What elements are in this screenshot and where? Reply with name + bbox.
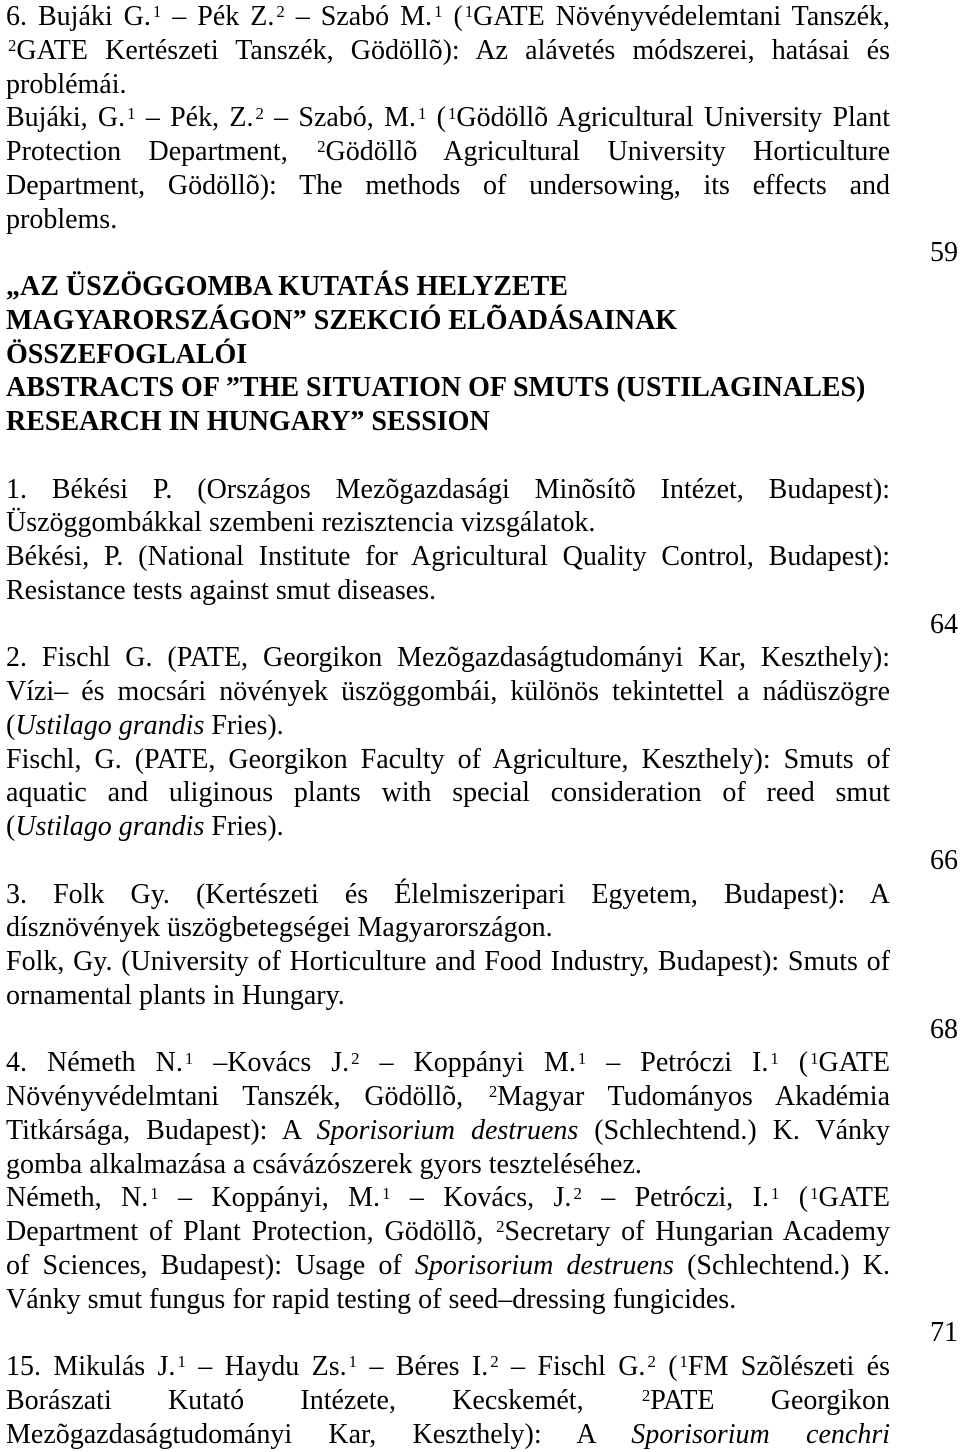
english-title-line: Department, Gödöllõ): The methods of undersowing, its effects and: [6, 169, 890, 201]
text-row: [0, 1181, 960, 1215]
text-row: [0, 0, 960, 34]
line-text: Gödöllõ Agricultural University Horticulture: [325, 136, 891, 167]
affiliation-superscript: 1: [127, 103, 136, 123]
line-text: – Szabó M.: [284, 1, 433, 32]
english-title-line: problems.: [6, 203, 118, 235]
affiliation-superscript: 2: [641, 1386, 651, 1406]
english-title-line: [6, 1249, 890, 1283]
english-title-line: Fischl, G. (PATE, Georgikon Faculty of Agriculture, Keszthely): Smuts of: [6, 743, 890, 775]
text-row: [0, 1283, 960, 1317]
abstract-entry: [0, 641, 960, 844]
abstract-entry: [0, 1350, 960, 1451]
line-text: Fries).: [204, 811, 284, 842]
english-title-line: [6, 1181, 890, 1215]
affiliation-superscript: 2: [317, 137, 326, 157]
english-title-line: [6, 101, 890, 135]
hungarian-title-line: [6, 1080, 890, 1114]
text-row: [0, 1249, 960, 1283]
session-heading-line: RESEARCH IN HUNGARY” SESSION: [6, 406, 490, 437]
page-number: 71: [930, 1317, 958, 1349]
text-row: [0, 1350, 960, 1384]
affiliation-superscript: 2: [8, 36, 17, 56]
english-title-line: aquatic and uliginous plants with special consideration of reed smut: [6, 777, 890, 809]
english-title-line: [6, 1215, 890, 1249]
affiliation-superscript: 1: [152, 2, 162, 22]
line-text: Fries).: [204, 709, 284, 741]
line-text: Department of Plant Protection, Gödöllõ,: [6, 1216, 495, 1247]
line-text: – Fischl G.: [498, 1351, 646, 1382]
hungarian-title-line: [6, 1418, 890, 1452]
hungarian-title-line: gomba alkalmazása a csávázószerek gyors teszteléséhez.: [6, 1148, 642, 1180]
session-heading-line: MAGYARORSZÁGON” SZEKCIÓ ELÕADÁSAINAK: [6, 304, 678, 336]
line-text: (: [778, 1047, 809, 1079]
blank-row: [0, 1013, 960, 1047]
affiliation-superscript: 1: [382, 1183, 391, 1203]
line-text: (: [779, 1182, 809, 1214]
line-text: GATE: [818, 1182, 891, 1214]
affiliation-superscript: 1: [184, 1048, 194, 1068]
affiliation-superscript: 2: [351, 1048, 360, 1068]
line-text: Németh, N.: [6, 1182, 149, 1214]
text-row: [0, 371, 960, 405]
english-title-line: Folk, Gy. (University of Horticulture and Food Industry, Budapest): Smuts of: [6, 946, 890, 977]
abstract-entry: [0, 878, 960, 1013]
affiliation-superscript: 1: [348, 1352, 358, 1372]
line-text: – Petróczi, I.: [581, 1182, 769, 1214]
affiliation-superscript: 2: [488, 1082, 498, 1102]
taxon-name-italic: Ustilago grandis: [15, 811, 205, 842]
affiliation-superscript: 2: [255, 103, 264, 123]
taxon-name-italic: Sporisorium cenchri: [631, 1418, 891, 1450]
blank-row: [0, 844, 960, 878]
page-number: 64: [930, 608, 958, 640]
session-heading-line: „AZ ÜSZÖGGOMBA KUTATÁS HELYZETE: [6, 271, 568, 302]
line-text: (: [426, 102, 446, 134]
session-heading-line: ABSTRACTS OF ”THE SITUATION OF SMUTS (USTILAGINALES): [6, 372, 866, 404]
text-row: [0, 945, 960, 979]
line-text: Secretary of Hungarian Academy: [504, 1216, 891, 1247]
affiliation-superscript: 1: [577, 1048, 587, 1068]
line-text: (: [6, 811, 16, 842]
text-row: [0, 304, 960, 338]
line-text: GATE Növényvédelemtani Tanszék,: [473, 1, 891, 32]
line-text: – Koppányi M.: [359, 1047, 576, 1079]
line-text: – Kovács, J.: [390, 1182, 572, 1214]
line-text: (Schlechtend.) K. Vánky: [578, 1114, 891, 1146]
affiliation-superscript: 2: [496, 1217, 505, 1237]
text-row: [0, 574, 960, 608]
text-row: [0, 135, 960, 169]
line-text: Növényvédelmtani Tanszék, Gödöllõ,: [6, 1081, 487, 1112]
line-text: – Pék, Z.: [135, 102, 254, 134]
line-text: Gödöllõ Agricultural University Plant: [456, 102, 891, 134]
taxon-name-italic: Ustilago grandis: [15, 709, 205, 741]
line-text: (: [655, 1351, 678, 1382]
taxon-name-italic: Sporisorium destruens: [414, 1249, 674, 1281]
abstract-entry: [0, 0, 960, 236]
text-row: [0, 338, 960, 372]
line-text: GATE Kertészeti Tanszék, Gödöllõ): Az alávetés módszerei, hatásai és: [16, 34, 890, 66]
affiliation-superscript: 1: [464, 2, 474, 22]
text-row: [0, 1418, 960, 1452]
hungarian-title-line: [6, 1046, 890, 1080]
hungarian-title-line: [6, 1350, 890, 1384]
english-title-line: [6, 810, 890, 844]
blank-row: [0, 608, 960, 642]
affiliation-superscript: 1: [770, 1048, 779, 1068]
text-row: [0, 1046, 960, 1080]
text-row: [0, 169, 960, 203]
affiliation-superscript: 1: [150, 1183, 159, 1203]
affiliation-superscript: 1: [679, 1352, 688, 1372]
page-number: 59: [930, 237, 958, 269]
english-title-line: Resistance tests against smut diseases.: [6, 574, 437, 606]
line-text: Borászati Kutató Intézete, Kecskemét,: [6, 1384, 640, 1416]
text-row: [0, 405, 960, 439]
line-text: PATE Georgikon: [650, 1384, 890, 1416]
taxon-name-italic: Sporisorium destruens: [316, 1114, 579, 1146]
text-row: [0, 1080, 960, 1114]
text-row: [0, 641, 960, 675]
line-text: 15. Mikulás J.: [6, 1351, 176, 1382]
page-number: 66: [930, 844, 958, 876]
line-text: of Sciences, Budapest): Usage of: [6, 1249, 415, 1281]
affiliation-superscript: 2: [647, 1352, 656, 1372]
text-row: [0, 68, 960, 102]
line-text: – Petróczi I.: [586, 1047, 769, 1079]
affiliation-superscript: 2: [490, 1352, 499, 1372]
text-row: [0, 878, 960, 912]
text-row: [0, 1215, 960, 1249]
hungarian-title-line: [6, 34, 890, 68]
affiliation-superscript: 1: [447, 103, 457, 123]
hungarian-title-line: problémái.: [6, 68, 127, 100]
english-title-line: Vánky smut fungus for rapid testing of seed–dressing fungicides.: [6, 1283, 737, 1315]
line-text: – Pék Z.: [161, 1, 275, 32]
text-row: [0, 270, 960, 304]
text-row: [0, 709, 960, 743]
line-text: (Schlechtend.) K.: [673, 1249, 890, 1281]
affiliation-superscript: 2: [573, 1183, 582, 1203]
blank-row: [0, 439, 960, 473]
text-row: [0, 203, 960, 237]
text-row: [0, 1148, 960, 1182]
text-row: [0, 911, 960, 945]
line-text: Mezõgazdaságtudományi Kar, Keszthely): A: [6, 1418, 632, 1450]
hungarian-title-line: [6, 1384, 890, 1418]
abstract-entry: [0, 1046, 960, 1316]
text-row: [0, 540, 960, 574]
english-title-line: [6, 135, 890, 169]
line-text: (: [6, 709, 16, 741]
english-title-line: Békési, P. (National Institute for Agricultural Quality Control, Budapest):: [6, 541, 890, 572]
session-heading-line: ÖSSZEFOGLALÓI: [6, 338, 248, 370]
hungarian-title-line: dísznövények üszögbetegségei Magyarországon.: [6, 912, 553, 944]
hungarian-title-line: [6, 709, 890, 743]
affiliation-superscript: 2: [276, 2, 285, 22]
line-text: 6. Bujáki G.: [6, 1, 151, 32]
text-row: [0, 743, 960, 777]
hungarian-title-line: [6, 1114, 890, 1148]
hungarian-title-line: 1. Békési P. (Országos Mezõgazdasági Minõsítõ Intézet, Budapest):: [6, 473, 890, 505]
line-text: Magyar Tudományos Akadémia: [497, 1081, 891, 1112]
line-text: – Szabó, M.: [263, 102, 416, 134]
affiliation-superscript: 1: [177, 1352, 186, 1372]
text-row: [0, 675, 960, 709]
text-row: [0, 810, 960, 844]
line-text: – Koppányi, M.: [158, 1182, 381, 1214]
session-heading: [0, 270, 960, 439]
affiliation-superscript: 1: [417, 103, 427, 123]
hungarian-title-line: [6, 0, 890, 34]
line-text: Protection Department,: [6, 136, 316, 167]
abstract-entry: [0, 473, 960, 608]
hungarian-title-line: Vízi– és mocsári növények üszöggombái, különös tekintettel a nádüszögre: [6, 676, 890, 707]
text-row: [0, 1384, 960, 1418]
line-text: GATE: [818, 1047, 891, 1079]
affiliation-superscript: 1: [434, 2, 443, 22]
hungarian-title-line: 3. Folk Gy. (Kertészeti és Élelmiszeripari Egyetem, Budapest): A: [6, 878, 890, 910]
hungarian-title-line: 2. Fischl G. (PATE, Georgikon Mezõgazdaságtudományi Kar, Keszthely):: [6, 642, 890, 674]
text-row: [0, 473, 960, 507]
affiliation-superscript: 1: [810, 1048, 819, 1068]
hungarian-title-line: Üszöggombákkal szembeni rezisztencia vizsgálatok.: [6, 507, 596, 539]
text-row: [0, 979, 960, 1013]
text-row: [0, 34, 960, 68]
text-row: [0, 506, 960, 540]
english-title-line: ornamental plants in Hungary.: [6, 979, 345, 1011]
line-text: 4. Németh N.: [6, 1047, 183, 1079]
line-text: (: [442, 1, 463, 32]
line-text: Bujáki, G.: [6, 102, 126, 134]
line-text: –Kovács J.: [193, 1047, 350, 1079]
blank-row: [0, 1316, 960, 1350]
text-row: [0, 776, 960, 810]
affiliation-superscript: 1: [810, 1183, 819, 1203]
line-text: FM Szõlészeti és: [687, 1351, 890, 1382]
line-text: Titkársága, Budapest): A: [6, 1114, 317, 1146]
affiliation-superscript: 1: [771, 1183, 780, 1203]
line-text: – Béres I.: [357, 1351, 489, 1382]
text-row: [0, 101, 960, 135]
text-row: [0, 1114, 960, 1148]
blank-row: [0, 236, 960, 270]
line-text: – Haydu Zs.: [185, 1351, 347, 1382]
page-number: 68: [930, 1013, 958, 1045]
